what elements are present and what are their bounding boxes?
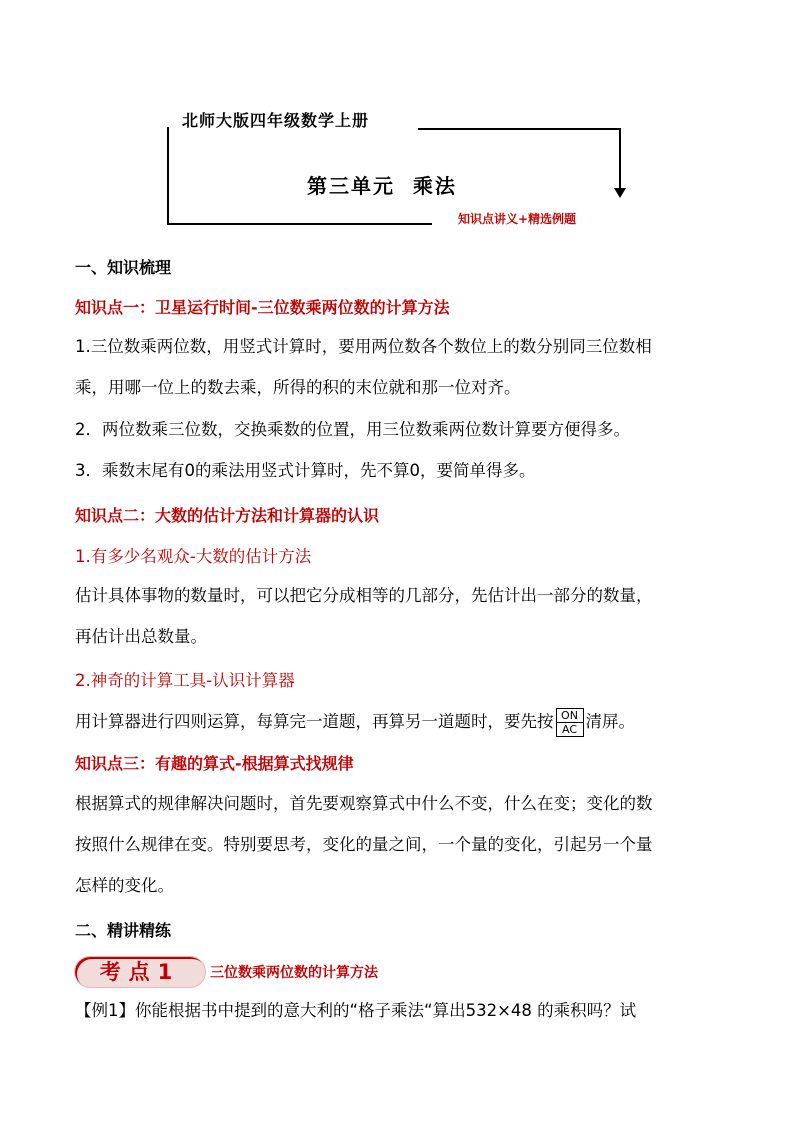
kp2-p2-before: 用计算器进行四则运算，每算完一道题，再算另一道题时，要先按: [75, 712, 554, 731]
topic-badge-caption: 三位数乘两位数的计算方法: [210, 965, 378, 981]
kp2-p1-line2: 再估计出总数量。: [75, 627, 207, 646]
kp1-p2: 2．两位数乘三位数，交换乘数的位置，用三位数乘两位数计算要方便得多。: [75, 420, 630, 439]
kp3-line3: 怎样的变化。: [75, 876, 174, 895]
key-on-label: ON: [557, 709, 583, 723]
kp3-line1: 根据算式的规律解决问题时，首先要观察算式中什么不变，什么在变；变化的数: [75, 794, 653, 813]
kp2-title: 知识点二：大数的估计方法和计算器的认识: [75, 506, 380, 525]
kp3-line2: 按照什么规律在变。特别要思考，变化的量之间，一个量的变化，引起另一个量: [75, 835, 653, 854]
topic-badge-label: 考点1: [99, 960, 181, 984]
unit-title: 第三单元 乘法: [307, 174, 457, 198]
kp2-p2: [75, 708, 635, 737]
example1-text: 【例1】你能根据书中提到的意大利的“格子乘法“算出532×48 的乘积吗？试: [75, 1001, 637, 1020]
header-frame-bottom: [167, 223, 432, 225]
on-ac-key-icon: [556, 708, 584, 737]
book-title: 北师大版四年级数学上册: [182, 111, 370, 130]
header-arrow-icon: [614, 188, 626, 198]
kp2-sub2: 2.神奇的计算工具-认识计算器: [75, 671, 295, 690]
kp2-p2-after: 清屏。: [585, 712, 635, 731]
kp2-sub1: 1.有多少名观众-大数的估计方法: [75, 547, 312, 566]
topic-badge: [74, 956, 206, 988]
header-frame-left: [167, 127, 169, 225]
header-frame-right: [619, 128, 621, 190]
key-ac-label: AC: [561, 723, 577, 736]
header-frame-top: [418, 128, 620, 130]
kp1-p3: 3．乘数末尾有0的乘法用竖式计算时，先不算0，要简单得多。: [75, 461, 536, 480]
section2-heading: 二、精讲精练: [75, 921, 172, 940]
kp1-title: 知识点一：卫星运行时间-三位数乘两位数的计算方法: [75, 298, 450, 317]
kp1-p1-line1: 1.三位数乘两位数，用竖式计算时，要用两位数各个数位上的数分别同三位数相: [75, 337, 652, 356]
kp3-title: 知识点三：有趣的算式-根据算式找规律: [75, 754, 354, 773]
section1-heading: 一、知识梳理: [75, 258, 172, 277]
kp2-p1-line1: 估计具体事物的数量时，可以把它分成相等的几部分，先估计出一部分的数量，: [75, 586, 653, 605]
kp1-p1-line2: 乘，用哪一位上的数去乘，所得的积的末位就和那一位对齐。: [75, 378, 521, 397]
header-subtitle: 知识点讲义+精选例题: [458, 212, 577, 226]
